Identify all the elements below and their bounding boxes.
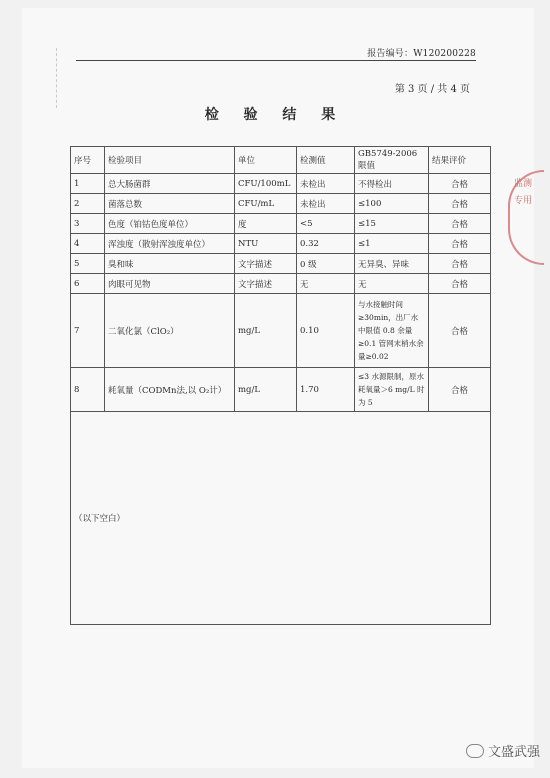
stamp-text: 专用	[514, 196, 533, 206]
header-cell: 结果评价	[429, 147, 491, 174]
cell-result: 合格	[429, 174, 491, 194]
cell-limit: 无	[355, 274, 429, 294]
cell-value: <5	[297, 214, 355, 234]
cell-item: 色度（铂钴色度单位）	[105, 214, 235, 234]
cell-unit: mg/L	[235, 368, 297, 412]
results-table	[70, 146, 491, 625]
table-row	[71, 174, 491, 194]
header-cell: GB5749-2006 限值	[355, 147, 429, 174]
cell-item: 肉眼可见物	[105, 274, 235, 294]
cell-index: 6	[71, 274, 105, 294]
cell-value: 0.32	[297, 234, 355, 254]
cell-index: 3	[71, 214, 105, 234]
report-number: 报告编号：W120200228	[367, 49, 476, 59]
header-cell: 序号	[71, 147, 105, 174]
header-rule	[76, 60, 476, 61]
cell-unit: 度	[235, 214, 297, 234]
cell-item: 臭和味	[105, 254, 235, 274]
table-row	[71, 234, 491, 254]
cell-value: 未检出	[297, 194, 355, 214]
table-header-row	[71, 147, 491, 174]
header-cell: 单位	[235, 147, 297, 174]
table-row	[71, 294, 491, 368]
header-cell: 检验项目	[105, 147, 235, 174]
cell-item: 总大肠菌群	[105, 174, 235, 194]
cell-index: 7	[71, 294, 105, 368]
table-row	[71, 368, 491, 412]
cell-value: 0 级	[297, 254, 355, 274]
cell-result: 合格	[429, 294, 491, 368]
cell-value: 无	[297, 274, 355, 294]
cell-limit: 与水接触时间≥30min，出厂水中限值 0.8 余量≥0.1 管网末梢水余量≥0.02	[355, 294, 429, 368]
table-row	[71, 274, 491, 294]
cell-limit: ≤100	[355, 194, 429, 214]
cell-item: 二氧化氯（ClO₂）	[105, 294, 235, 368]
table-row	[71, 254, 491, 274]
page-indicator: 第 3 页 / 共 4 页	[394, 84, 470, 95]
chat-bubble-icon	[466, 744, 484, 758]
cell-limit: ≤3 水源限制，原水耗氧量＞6 mg/L 时为 5	[355, 368, 429, 412]
table-row	[71, 214, 491, 234]
page-title: 检 验 结 果	[204, 107, 346, 123]
cell-result: 合格	[429, 274, 491, 294]
cell-unit: NTU	[235, 234, 297, 254]
binding-mark	[56, 48, 60, 108]
table-row	[71, 194, 491, 214]
cell-limit: ≤15	[355, 214, 429, 234]
cell-index: 4	[71, 234, 105, 254]
cell-limit: 无异臭、异味	[355, 254, 429, 274]
cell-item: 耗氧量（CODMn法,以 O₂计）	[105, 368, 235, 412]
watermark	[466, 741, 540, 760]
header-cell: 检测值	[297, 147, 355, 174]
cell-index: 1	[71, 174, 105, 194]
cell-index: 8	[71, 368, 105, 412]
cell-unit: CFU/100mL	[235, 174, 297, 194]
cell-limit: ≤1	[355, 234, 429, 254]
cell-unit: CFU/mL	[235, 194, 297, 214]
cell-result: 合格	[429, 368, 491, 412]
cell-unit: 文字描述	[235, 254, 297, 274]
cell-unit: mg/L	[235, 294, 297, 368]
cell-item: 菌落总数	[105, 194, 235, 214]
stamp-text: 监测	[514, 179, 533, 189]
cell-value: 1.70	[297, 368, 355, 412]
cell-item: 浑浊度（散射浑浊度单位）	[105, 234, 235, 254]
footer-note: （以下空白）	[71, 412, 491, 625]
cell-value: 0.10	[297, 294, 355, 368]
cell-result: 合格	[429, 194, 491, 214]
blank-row	[71, 412, 491, 625]
cell-result: 合格	[429, 254, 491, 274]
cell-result: 合格	[429, 214, 491, 234]
cell-unit: 文字描述	[235, 274, 297, 294]
cell-value: 未检出	[297, 174, 355, 194]
cell-limit: 不得检出	[355, 174, 429, 194]
cell-result: 合格	[429, 234, 491, 254]
watermark-text: 文盛武强	[487, 745, 540, 760]
cell-index: 5	[71, 254, 105, 274]
cell-index: 2	[71, 194, 105, 214]
